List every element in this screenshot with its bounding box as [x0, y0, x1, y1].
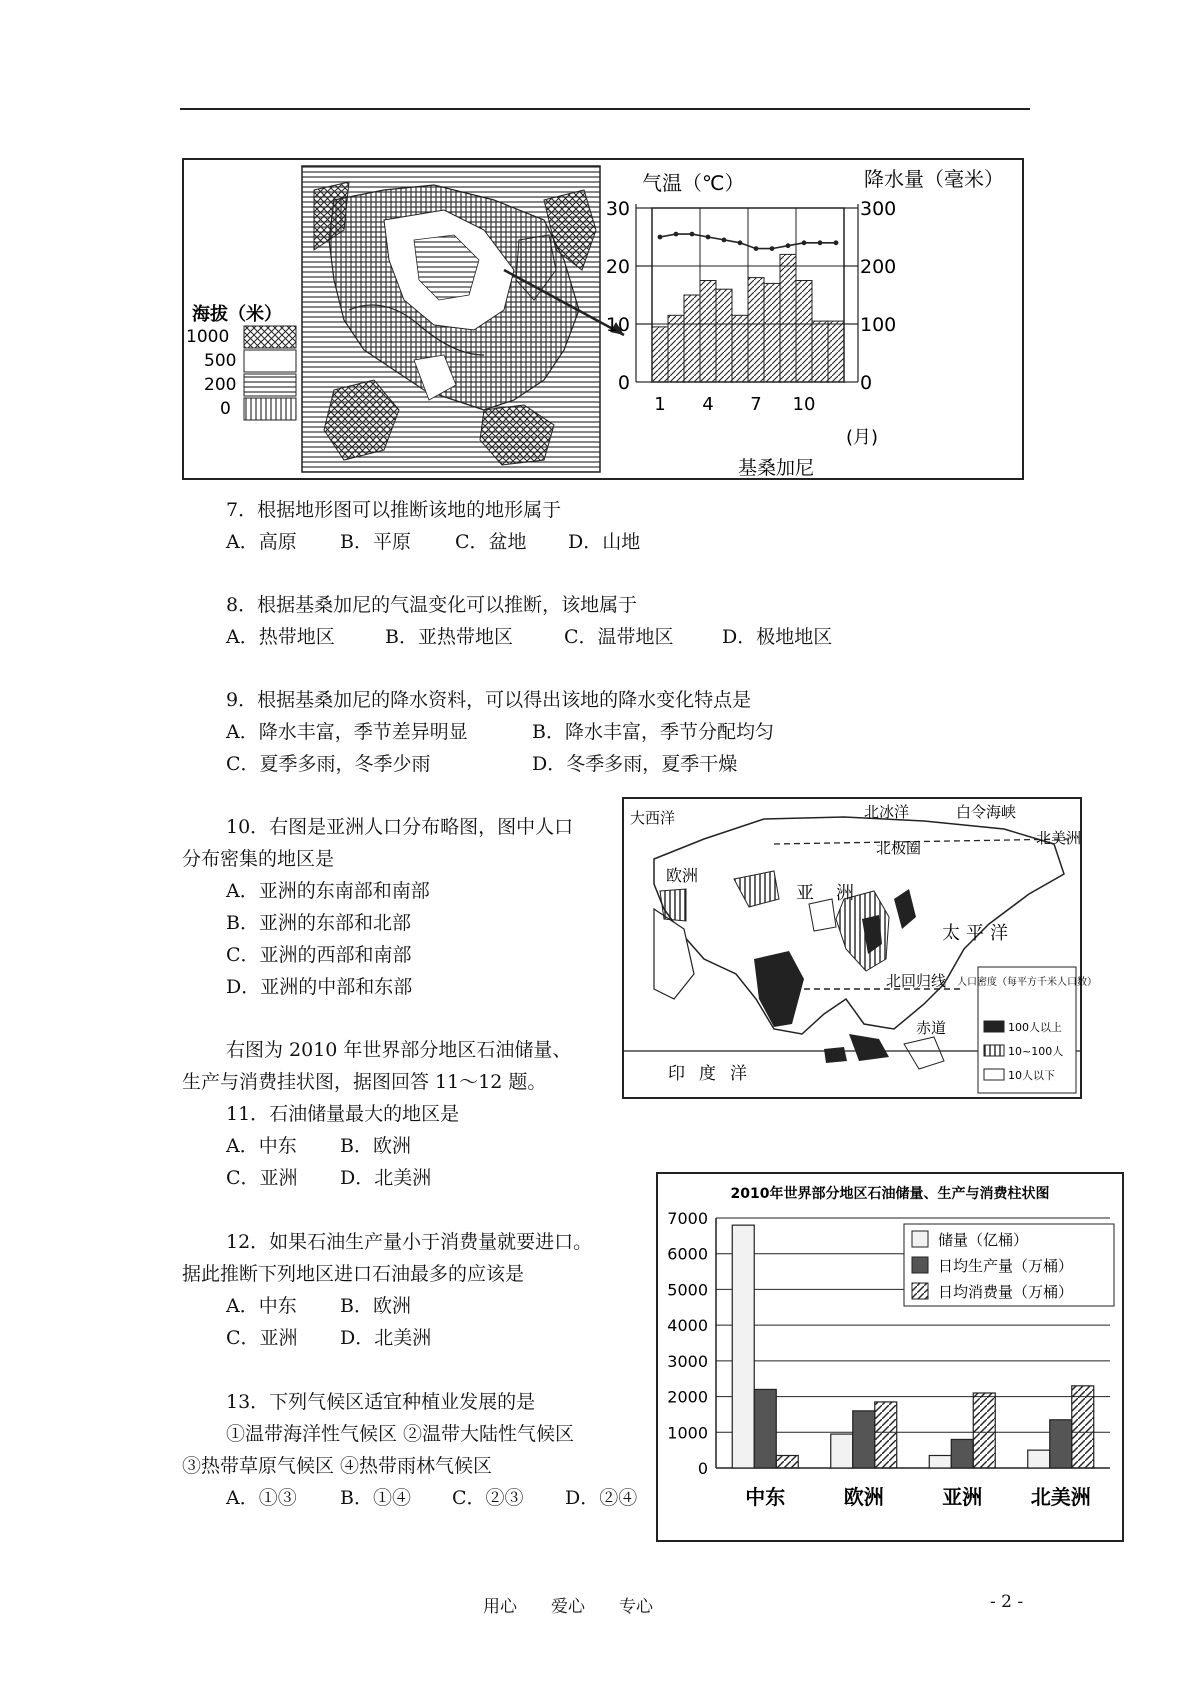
q10-option-a[interactable]: A．亚洲的东南部和南部	[226, 880, 430, 902]
label-pacific: 太平洋	[942, 923, 1014, 944]
q13-option-d[interactable]: D．②④	[565, 1487, 638, 1509]
temperature-point	[722, 238, 727, 243]
asia-map-svg	[624, 799, 1097, 1097]
q13-line3: ③热带草原气候区 ④热带雨林气候区	[182, 1455, 493, 1477]
precipitation-bar	[684, 295, 700, 382]
q11-option-c[interactable]: C．亚洲	[226, 1167, 298, 1189]
terrain-climate-svg	[184, 160, 1022, 478]
q11-option-b[interactable]: B．欧洲	[340, 1135, 411, 1157]
legend-10-100: 10~100人	[1008, 1045, 1064, 1058]
q12-option-c[interactable]: C．亚洲	[226, 1327, 298, 1349]
q8-option-b[interactable]: B．亚热带地区	[385, 626, 513, 648]
oil-y-tick-label: 4000	[667, 1316, 708, 1336]
q13-option-a[interactable]: A．①③	[226, 1487, 297, 1509]
oil-category-label: 北美洲	[1030, 1485, 1091, 1509]
elevation-legend	[186, 303, 296, 420]
q10-stem-line1: 10．右图是亚洲人口分布略图，图中人口	[226, 816, 574, 838]
temperature-point	[690, 232, 695, 237]
climate-marks	[606, 198, 896, 415]
oil-category-label: 亚洲	[942, 1485, 983, 1509]
q7-option-b[interactable]: B．平原	[340, 531, 411, 553]
temperature-axis-title: 气温（℃）	[642, 171, 745, 195]
oil-bar-consumption	[1072, 1386, 1094, 1468]
q8-option-a[interactable]: A．热带地区	[226, 626, 335, 648]
oil-chart-svg	[658, 1174, 1122, 1540]
intro-11-12-line1: 右图为 2010 年世界部分地区石油储量、	[226, 1039, 572, 1061]
label-asia: 亚洲	[796, 883, 876, 904]
population-legend	[957, 967, 1097, 1093]
q7-stem: 7．根据地形图可以推断该地的地形属于	[226, 499, 562, 521]
q8-option-c[interactable]: C．温带地区	[564, 626, 674, 648]
oil-y-tick-label: 2000	[667, 1387, 708, 1407]
elevation-level-500: 500	[204, 351, 237, 371]
label-atlantic: 大西洋	[630, 809, 676, 827]
header-rule	[180, 108, 1030, 110]
temperature-point	[674, 232, 679, 237]
month-tick-label: 10	[792, 394, 816, 415]
month-unit: (月)	[846, 427, 879, 448]
q8-option-d[interactable]: D．极地地区	[722, 626, 833, 648]
q9-option-d[interactable]: D．冬季多雨，夏季干燥	[532, 753, 738, 775]
oil-bar-consumption	[875, 1402, 897, 1468]
q11-stem: 11．石油储量最大的地区是	[226, 1103, 460, 1125]
precipitation-bar	[764, 283, 780, 382]
q8-stem: 8．根据基桑加尼的气温变化可以推断，该地属于	[226, 594, 638, 616]
month-tick-label: 7	[750, 394, 762, 415]
oil-category-label: 欧洲	[843, 1485, 884, 1509]
temperature-point	[754, 246, 759, 251]
q11-option-a[interactable]: A．中东	[226, 1135, 297, 1157]
precipitation-bar	[716, 289, 732, 382]
precipitation-tick-label: 300	[860, 198, 897, 220]
temperature-tick-label: 10	[605, 314, 630, 336]
oil-y-tick-label: 7000	[667, 1209, 708, 1228]
oil-legend	[904, 1224, 1114, 1306]
precipitation-bar	[652, 327, 668, 382]
q12-option-d[interactable]: D．北美洲	[340, 1327, 432, 1349]
legend-100-plus: 100人以上	[1008, 1021, 1062, 1034]
q9-stem: 9．根据基桑加尼的降水资料，可以得出该地的降水变化特点是	[226, 689, 752, 711]
label-arctic-circle: 北极圈	[876, 839, 922, 857]
precipitation-bar	[780, 254, 796, 382]
page-number: - 2 -	[990, 1592, 1024, 1612]
precipitation-tick-label: 100	[860, 314, 897, 336]
q13-stem: 13．下列气候区适宜种植业发展的是	[226, 1391, 536, 1413]
oil-chart-title: 2010年世界部分地区石油储量、生产与消费柱状图	[730, 1186, 1050, 1202]
legend-below-10: 10人以下	[1008, 1069, 1055, 1082]
q12-stem-line1: 12．如果石油生产量小于消费量就要进口。	[226, 1231, 593, 1253]
elevation-level-1000: 1000	[186, 327, 230, 347]
q12-option-b[interactable]: B．欧洲	[340, 1295, 411, 1317]
q13-line2: ①温带海洋性气候区 ②温带大陆性气候区	[226, 1423, 575, 1445]
label-arctic: 北冰洋	[864, 803, 910, 821]
label-europe: 欧洲	[666, 866, 699, 885]
q7-option-a[interactable]: A．高原	[226, 531, 297, 553]
precipitation-bar	[732, 315, 748, 382]
precipitation-bar	[796, 281, 812, 383]
figure-asia-population	[622, 797, 1097, 1099]
label-equator: 赤道	[916, 1019, 947, 1037]
label-bering: 白令海峡	[956, 803, 1017, 821]
figure-oil-chart	[656, 1172, 1124, 1542]
precipitation-bar	[828, 321, 844, 382]
climate-chart	[606, 167, 1004, 479]
elevation-level-200: 200	[204, 375, 237, 395]
temperature-point	[658, 235, 663, 240]
elevation-level-0: 0	[220, 399, 231, 419]
oil-bar-reserve	[929, 1456, 951, 1469]
temperature-point	[706, 235, 711, 240]
oil-category-label: 中东	[745, 1485, 786, 1509]
q9-option-c[interactable]: C．夏季多雨，冬季少雨	[226, 753, 431, 775]
precipitation-bar	[668, 315, 684, 382]
footer-motto: 用心 爱心 专心	[483, 1597, 653, 1617]
figure-terrain-climate	[182, 158, 1024, 480]
oil-bar-production	[951, 1439, 973, 1468]
oil-bar-consumption	[776, 1456, 798, 1469]
oil-legend-consumption: 日均消费量（万桶）	[938, 1283, 1074, 1301]
q10-option-c[interactable]: C．亚洲的西部和南部	[226, 944, 412, 966]
oil-bar-reserve	[1028, 1450, 1050, 1468]
q9-option-b[interactable]: B．降水丰富，季节分配均匀	[532, 721, 774, 743]
temperature-point	[818, 240, 823, 245]
oil-y-tick-label: 5000	[667, 1280, 708, 1300]
temperature-point	[738, 240, 743, 245]
oil-bar-production	[1050, 1420, 1072, 1468]
oil-bar-production	[754, 1389, 776, 1468]
temperature-tick-label: 0	[617, 372, 630, 394]
q10-stem-line2: 分布密集的地区是	[182, 848, 335, 870]
month-tick-label: 4	[702, 394, 714, 415]
oil-y-tick-label: 3000	[667, 1351, 708, 1371]
q7-option-d[interactable]: D．山地	[568, 531, 641, 553]
q11-option-d[interactable]: D．北美洲	[340, 1167, 432, 1189]
oil-bar-production	[853, 1411, 875, 1468]
temperature-tick-label: 30	[605, 198, 630, 220]
temperature-point	[770, 246, 775, 251]
q9-option-a[interactable]: A．降水丰富，季节差异明显	[226, 721, 468, 743]
oil-y-tick-label: 6000	[667, 1244, 708, 1264]
oil-legend-production: 日均生产量（万桶）	[938, 1257, 1074, 1275]
label-north-america: 北美洲	[1036, 829, 1082, 847]
precipitation-axis-title: 降水量（毫米）	[864, 167, 1004, 191]
q10-option-d[interactable]: D．亚洲的中部和东部	[226, 976, 413, 998]
label-tropic: 北回归线	[886, 972, 947, 990]
population-legend-title: 人口密度（每平方千米人口数）	[957, 977, 1097, 988]
intro-11-12-line2: 生产与消费挂状图，据图回答 11～12 题。	[182, 1071, 547, 1093]
oil-bar-reserve	[831, 1434, 853, 1468]
temperature-point	[802, 240, 807, 245]
oil-bar-reserve	[732, 1225, 754, 1468]
q7-option-c[interactable]: C．盆地	[455, 531, 527, 553]
terrain-map	[302, 166, 624, 472]
precipitation-bar	[748, 278, 764, 382]
temperature-point	[786, 243, 791, 248]
precipitation-tick-label: 200	[860, 256, 897, 278]
temperature-tick-label: 20	[605, 256, 630, 278]
q12-stem-line2: 据此推断下列地区进口石油最多的应该是	[182, 1263, 525, 1285]
oil-y-tick-label: 0	[697, 1459, 708, 1478]
month-tick-label: 1	[654, 394, 666, 415]
station-name: 基桑加尼	[738, 457, 815, 479]
oil-bar-consumption	[973, 1393, 995, 1468]
temperature-point	[834, 240, 839, 245]
q13-option-b[interactable]: B．①④	[340, 1487, 411, 1509]
label-indian-ocean: 印度洋	[668, 1064, 761, 1084]
q12-option-a[interactable]: A．中东	[226, 1295, 297, 1317]
precipitation-bar	[700, 281, 716, 383]
oil-legend-reserve: 储量（亿桶）	[938, 1231, 1029, 1249]
precipitation-bar	[812, 321, 828, 382]
oil-y-tick-label: 1000	[667, 1423, 708, 1443]
precipitation-tick-label: 0	[860, 372, 873, 394]
elevation-legend-title: 海拔（米）	[192, 304, 282, 325]
q13-option-c[interactable]: C．②③	[452, 1487, 524, 1509]
q10-option-b[interactable]: B．亚洲的东部和北部	[226, 912, 411, 934]
